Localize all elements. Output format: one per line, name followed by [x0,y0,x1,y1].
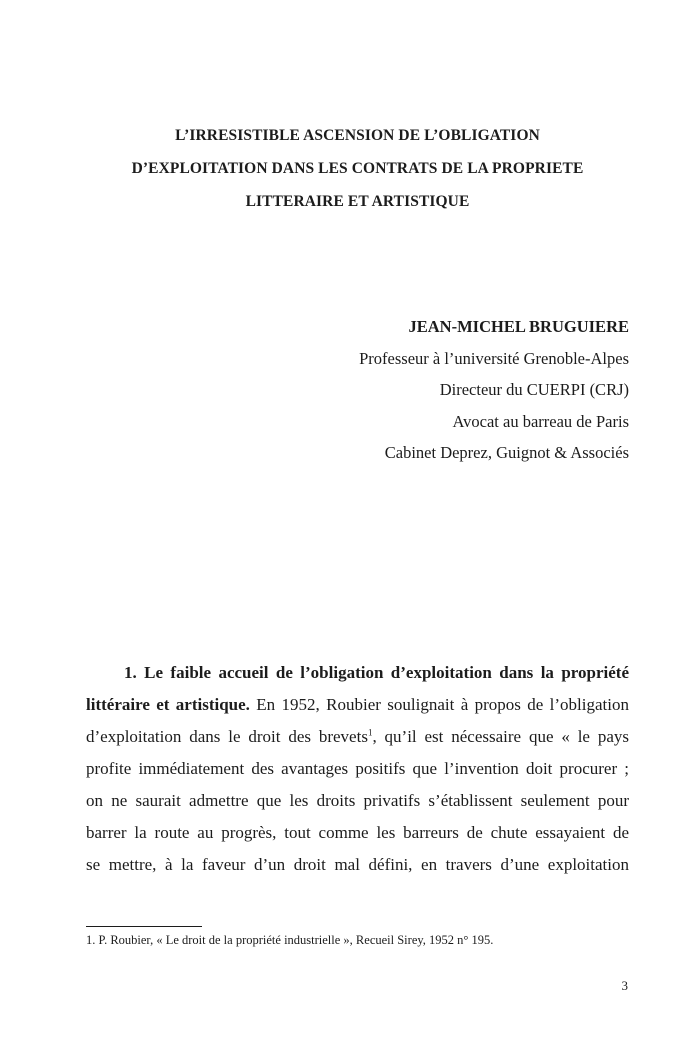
body-paragraph [86,657,629,881]
author-affiliation: Cabinet Deprez, Guignot & Associés [384,443,629,462]
author-name: JEAN-MICHEL BRUGUIERE [408,317,629,336]
paragraph-line [86,689,629,721]
title-line: D’EXPLOITATION DANS LES CONTRATS DE LA PROPRIETE [131,160,584,177]
paragraph-line [86,721,629,753]
author-affiliation: Professeur à l’université Grenoble-Alpes [359,348,629,368]
author-affiliation: Avocat au barreau de Paris [452,411,629,431]
paragraph-line: se mettre, à la faveur d’un droit mal défini, en travers d’une exploitation [86,855,629,874]
title-line: L’IRRESISTIBLE ASCENSION DE L’OBLIGATION [175,127,540,144]
paragraph-line: profite immédiatement des avantages positifs que l’invention doit procurer ; [86,759,629,778]
article-title [80,119,635,218]
paragraph-text: d’exploitation dans le droit des brevets [86,727,368,746]
paragraph-text: , qu’il est nécessaire que « le pays [372,727,629,746]
paragraph-text: En 1952, Roubier soulignait à propos de l’obligation [249,695,629,714]
paragraph-line: barrer la route au progrès, tout comme les barreurs de chute essayaient de [86,823,629,842]
page-number: 3 [621,978,628,993]
footnote-separator [86,926,202,927]
paragraph-line [86,657,629,689]
section-heading: 1. Le faible accueil de l’obligation d’exploitation dans la propriété [124,663,629,682]
author-block [209,311,629,469]
author-affiliation: Directeur du CUERPI (CRJ) [439,380,629,399]
footnote: 1. P. Roubier, « Le droit de la propriété industrielle », Recueil Sirey, 1952 n° 195. [86,933,494,947]
section-heading-continued: littéraire et artistique. [86,695,250,714]
paragraph-line: on ne saurait admettre que les droits privatifs s’établissent seulement pour [86,791,629,810]
title-line: LITTERAIRE ET ARTISTIQUE [245,193,470,210]
footnote-reference[interactable]: 1 [367,727,373,738]
